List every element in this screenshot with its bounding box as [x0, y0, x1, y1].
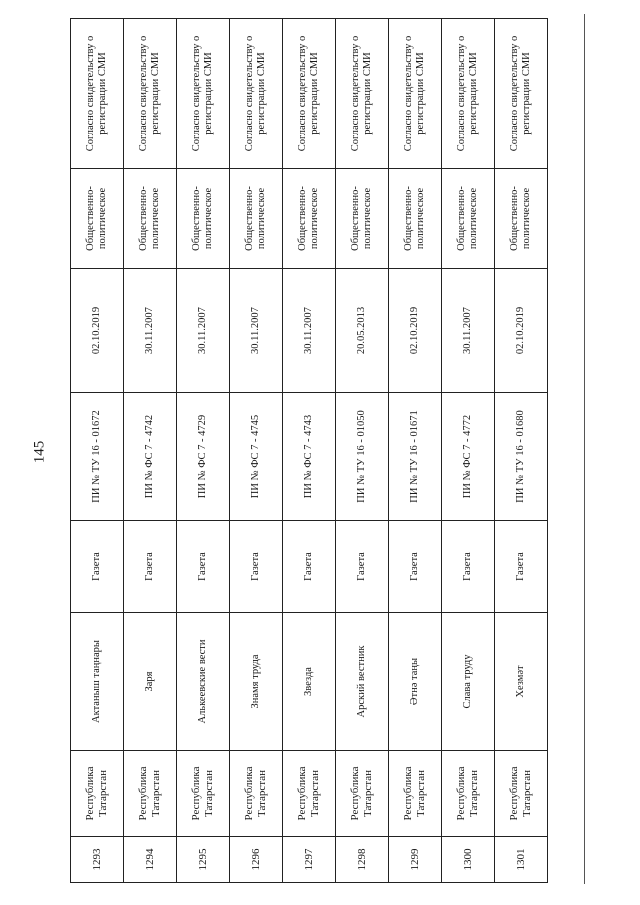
registration-number-cell: ПИ № ФС 7 - 4742 — [124, 393, 177, 521]
registration-number-cell: ПИ № ФС 7 - 4745 — [230, 393, 283, 521]
registration-date-cell: 02.10.2019 — [389, 269, 442, 393]
registration-number-cell: ПИ № ФС 7 - 4743 — [283, 393, 336, 521]
media-type-cell: Газета — [389, 521, 442, 613]
specialization-cell: Общественно-политическое — [442, 169, 495, 269]
region-cell: Республика Татарстан — [124, 751, 177, 837]
table-row — [71, 19, 124, 883]
publication-name-cell: Слава труду — [442, 613, 495, 751]
note-cell: Согласно свидетельству о регистрации СМИ — [124, 19, 177, 169]
table-row — [283, 19, 336, 883]
registration-number-cell: ПИ № ТУ 16 - 01050 — [336, 393, 389, 521]
note-cell: Согласно свидетельству о регистрации СМИ — [336, 19, 389, 169]
rotated-table-container — [70, 19, 548, 883]
specialization-cell: Общественно-политическое — [124, 169, 177, 269]
publication-name-cell: Арский вестник — [336, 613, 389, 751]
registration-date-cell: 30.11.2007 — [177, 269, 230, 393]
row-number-cell: 1293 — [71, 837, 124, 883]
page-number: 145 — [31, 440, 48, 464]
media-type-cell: Газета — [177, 521, 230, 613]
table-row — [124, 19, 177, 883]
note-cell: Согласно свидетельству о регистрации СМИ — [177, 19, 230, 169]
registration-date-cell: 20.05.2013 — [336, 269, 389, 393]
region-cell: Республика Татарстан — [389, 751, 442, 837]
note-cell: Согласно свидетельству о регистрации СМИ — [389, 19, 442, 169]
note-cell: Согласно свидетельству о регистрации СМИ — [283, 19, 336, 169]
table-body — [71, 19, 548, 883]
media-type-cell: Газета — [124, 521, 177, 613]
region-cell: Республика Татарстан — [177, 751, 230, 837]
region-cell: Республика Татарстан — [283, 751, 336, 837]
media-type-cell: Газета — [230, 521, 283, 613]
specialization-cell: Общественно-политическое — [71, 169, 124, 269]
publication-name-cell: Алькеевские вести — [177, 613, 230, 751]
specialization-cell: Общественно-политическое — [495, 169, 548, 269]
registration-date-cell: 30.11.2007 — [230, 269, 283, 393]
region-cell: Республика Татарстан — [336, 751, 389, 837]
page-edge-line — [584, 14, 585, 884]
registration-number-cell: ПИ № ТУ 16 - 01672 — [71, 393, 124, 521]
table-row — [389, 19, 442, 883]
publication-name-cell: Заря — [124, 613, 177, 751]
registration-date-cell: 30.11.2007 — [283, 269, 336, 393]
media-type-cell: Газета — [495, 521, 548, 613]
registration-date-cell: 30.11.2007 — [442, 269, 495, 393]
table-row — [442, 19, 495, 883]
specialization-cell: Общественно-политическое — [389, 169, 442, 269]
registration-number-cell: ПИ № ТУ 16 - 01671 — [389, 393, 442, 521]
publication-name-cell: Актаныш таңнары — [71, 613, 124, 751]
media-type-cell: Газета — [283, 521, 336, 613]
region-cell: Республика Татарстан — [495, 751, 548, 837]
publication-name-cell: Знамя труда — [230, 613, 283, 751]
note-cell: Согласно свидетельству о регистрации СМИ — [230, 19, 283, 169]
note-cell: Согласно свидетельству о регистрации СМИ — [495, 19, 548, 169]
media-registry-table — [70, 18, 548, 883]
row-number-cell: 1297 — [283, 837, 336, 883]
region-cell: Республика Татарстан — [230, 751, 283, 837]
media-type-cell: Газета — [71, 521, 124, 613]
specialization-cell: Общественно-политическое — [230, 169, 283, 269]
row-number-cell: 1295 — [177, 837, 230, 883]
region-cell: Республика Татарстан — [442, 751, 495, 837]
row-number-cell: 1298 — [336, 837, 389, 883]
table-row — [177, 19, 230, 883]
table-row — [230, 19, 283, 883]
registration-number-cell: ПИ № ТУ 16 - 01680 — [495, 393, 548, 521]
specialization-cell: Общественно-политическое — [336, 169, 389, 269]
note-cell: Согласно свидетельству о регистрации СМИ — [442, 19, 495, 169]
row-number-cell: 1299 — [389, 837, 442, 883]
media-type-cell: Газета — [442, 521, 495, 613]
region-cell: Республика Татарстан — [71, 751, 124, 837]
publication-name-cell: Әтнә таңы — [389, 613, 442, 751]
publication-name-cell: Хезмәт — [495, 613, 548, 751]
row-number-cell: 1301 — [495, 837, 548, 883]
registration-date-cell: 30.11.2007 — [124, 269, 177, 393]
row-number-cell: 1300 — [442, 837, 495, 883]
registration-date-cell: 02.10.2019 — [71, 269, 124, 393]
table-row — [336, 19, 389, 883]
registration-number-cell: ПИ № ФС 7 - 4772 — [442, 393, 495, 521]
media-type-cell: Газета — [336, 521, 389, 613]
note-cell: Согласно свидетельству о регистрации СМИ — [71, 19, 124, 169]
table-row — [495, 19, 548, 883]
registration-number-cell: ПИ № ФС 7 - 4729 — [177, 393, 230, 521]
specialization-cell: Общественно-политическое — [283, 169, 336, 269]
registration-date-cell: 02.10.2019 — [495, 269, 548, 393]
specialization-cell: Общественно-политическое — [177, 169, 230, 269]
row-number-cell: 1294 — [124, 837, 177, 883]
row-number-cell: 1296 — [230, 837, 283, 883]
publication-name-cell: Звезда — [283, 613, 336, 751]
